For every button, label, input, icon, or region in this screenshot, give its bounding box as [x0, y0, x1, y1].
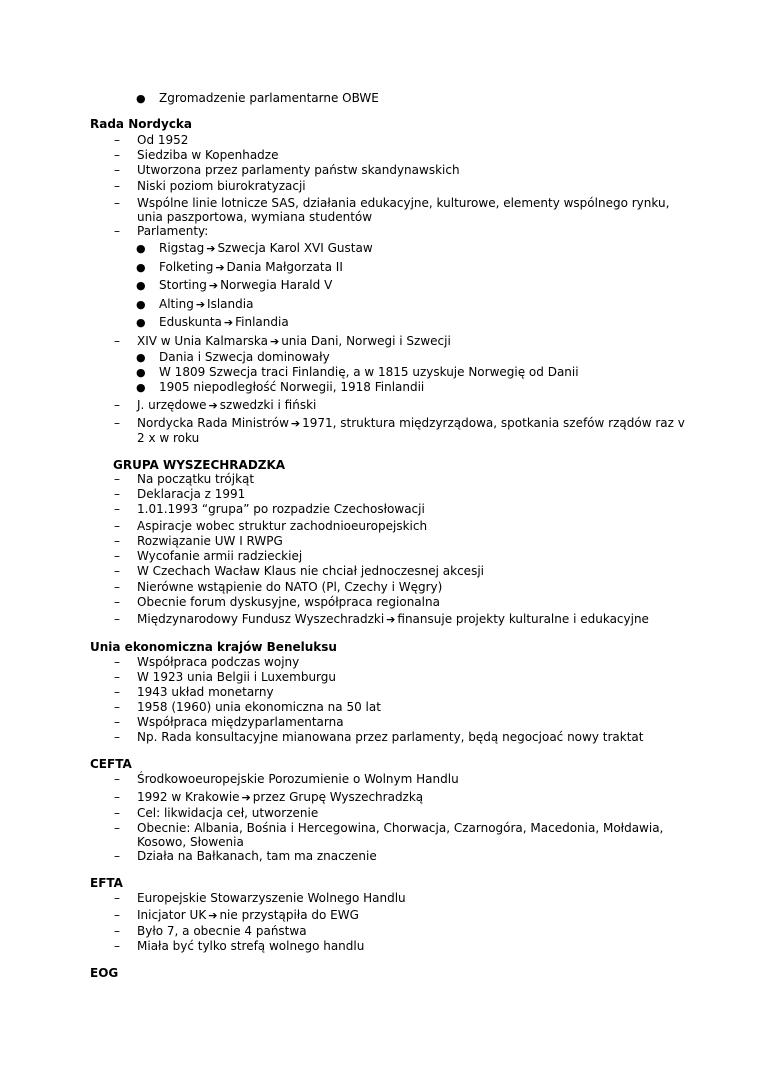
dash-icon: – [114, 398, 120, 412]
list-item: Środkowoeuropejskie Porozumienie o Wolnym Handlu [137, 772, 459, 786]
list-item: Było 7, a obecnie 4 państwa [137, 924, 307, 938]
list-item: Utworzona przez parlamenty państw skandynawskich [137, 163, 460, 177]
parliament-country: Norwegia Harald V [220, 278, 333, 292]
uk-label: Inicjator UK [137, 908, 207, 922]
list-item [137, 908, 359, 923]
dash-icon: – [114, 891, 120, 905]
arrow-right-icon: ➔ [241, 791, 251, 804]
lang-desc: szwedzki i fiński [219, 398, 317, 412]
dash-icon: – [114, 148, 120, 162]
bullet-icon: ● [136, 279, 146, 292]
list-item-continuation: Kosowo, Słowenia [137, 835, 244, 849]
section-heading-cefta: CEFTA [90, 757, 132, 771]
arrow-right-icon: ➔ [195, 298, 206, 311]
dash-icon: – [114, 534, 120, 548]
parliament-item [159, 297, 253, 312]
dash-icon: – [114, 700, 120, 714]
bullet-icon: ● [136, 351, 146, 364]
list-item: Europejskie Stowarzyszenie Wolnego Handlu [137, 891, 406, 905]
uk-desc: nie przystąpiła do EWG [219, 908, 359, 922]
list-item: Deklaracja z 1991 [137, 487, 246, 501]
bullet-icon: ● [136, 298, 146, 311]
parliament-item [159, 278, 332, 293]
list-item [137, 612, 649, 627]
list-item: Zgromadzenie parlamentarne OBWE [159, 91, 379, 105]
list-item: 1943 układ monetarny [137, 685, 274, 699]
arrow-right-icon: ➔ [208, 279, 219, 292]
section-heading-benelux: Unia ekonomiczna krajów Beneluksu [90, 640, 337, 654]
parliament-name: Rigstag [159, 241, 205, 255]
dash-icon: – [114, 670, 120, 684]
list-item: 1.01.1993 “grupa” po rozpadzie Czechosłowacji [137, 502, 425, 516]
council-desc: 1971, struktura międzyrządowa, spotkania szefów rządów raz v [302, 416, 685, 430]
dash-icon: – [114, 821, 120, 835]
bullet-icon: ● [136, 366, 146, 379]
list-item: Dania i Szwecja dominowały [159, 350, 330, 364]
dash-icon: – [114, 549, 120, 563]
dash-icon: – [114, 806, 120, 820]
list-item [137, 334, 451, 349]
lang-label: J. urzędowe [137, 398, 207, 412]
list-item: Współpraca międzyparlamentarna [137, 715, 344, 729]
dash-icon: – [114, 133, 120, 147]
parliament-country: Szwecja Karol XVI Gustaw [217, 241, 373, 255]
dash-icon: – [114, 334, 120, 348]
list-item-continuation: unia paszportowa, wymiana studentów [137, 210, 373, 224]
list-item: 1905 niepodległość Norwegii, 1918 Finlandii [159, 380, 425, 394]
dash-icon: – [114, 416, 120, 430]
dash-icon: – [114, 939, 120, 953]
list-item: Nierówne wstąpienie do NATO (Pl, Czechy i Węgry) [137, 580, 443, 594]
arrow-right-icon: ➔ [290, 417, 301, 430]
dash-icon: – [114, 772, 120, 786]
list-item: Niski poziom biurokratyzacji [137, 179, 306, 193]
parliament-name: Eduskunta [159, 315, 222, 329]
arrow-right-icon: ➔ [386, 613, 396, 626]
fund-label: Międzynarodowy Fundusz Wyszechradzki [137, 612, 385, 626]
parliament-name: Storting [159, 278, 207, 292]
list-item: W 1923 unia Belgii i Luxemburgu [137, 670, 336, 684]
list-item: W Czechach Wacław Klaus nie chciał jednoczesnej akcesji [137, 564, 484, 578]
dash-icon: – [114, 487, 120, 501]
list-item: Cel: likwidacja ceł, utworzenie [137, 806, 319, 820]
parliament-name: Alting [159, 297, 194, 311]
krakow-label: 1992 w Krakowie [137, 790, 240, 804]
dash-icon: – [114, 196, 120, 210]
dash-icon: – [114, 519, 120, 533]
list-item: Aspiracje wobec struktur zachodnioeuropejskich [137, 519, 428, 533]
list-item: 1958 (1960) unia ekonomiczna na 50 lat [137, 700, 381, 714]
list-item [137, 416, 685, 431]
parliament-item [159, 241, 373, 256]
dash-icon: – [114, 595, 120, 609]
bullet-icon: ● [136, 92, 146, 105]
bullet-icon: ● [136, 381, 146, 394]
dash-icon: – [114, 730, 120, 744]
bullet-icon: ● [136, 242, 146, 255]
krakow-desc: przez Grupę Wyszechradzką [252, 790, 424, 804]
dash-icon: – [114, 908, 120, 922]
dash-icon: – [114, 655, 120, 669]
list-item: Wspólne linie lotnicze SAS, działania edukacyjne, kulturowe, elementy wspólnego rynku, [137, 196, 670, 210]
council-label: Nordycka Rada Ministrów [137, 416, 289, 430]
list-item: Parlamenty: [137, 224, 209, 238]
dash-icon: – [114, 580, 120, 594]
list-item: Obecnie forum dyskusyjne, współpraca regionalna [137, 595, 440, 609]
section-heading-eog: EOG [90, 966, 119, 980]
parliament-name: Folketing [159, 260, 214, 274]
list-item: Obecnie: Albania, Bośnia i Hercegowina, Chorwacja, Czarnogóra, Macedonia, Mołdawia, [137, 821, 664, 835]
list-item: Od 1952 [137, 133, 189, 147]
parliament-item [159, 315, 289, 330]
dash-icon: – [114, 472, 120, 486]
section-heading-efta: EFTA [90, 876, 123, 890]
list-item: Miała być tylko strefą wolnego handlu [137, 939, 365, 953]
section-heading-v4: GRUPA WYSZECHRADZKA [113, 458, 286, 472]
parliament-item [159, 260, 343, 275]
parliament-country: Islandia [207, 297, 254, 311]
list-item: Np. Rada konsultacyjne mianowana przez parlamenty, będą negocjoać nowy traktat [137, 730, 644, 744]
fund-desc: finansuje projekty kulturalne i edukacyjne [397, 612, 649, 626]
list-item: W 1809 Szwecja traci Finlandię, a w 1815 uzyskuje Norwegię od Danii [159, 365, 579, 379]
parliament-country: Finlandia [235, 315, 289, 329]
list-item: Siedziba w Kopenhadze [137, 148, 279, 162]
bullet-icon: ● [136, 316, 146, 329]
list-item: Działa na Bałkanach, tam ma znaczenie [137, 849, 377, 863]
kalmar-label: XIV w Unia Kalmarska [137, 334, 268, 348]
dash-icon: – [114, 924, 120, 938]
dash-icon: – [114, 849, 120, 863]
dash-icon: – [114, 179, 120, 193]
arrow-right-icon: ➔ [208, 909, 218, 922]
bullet-icon: ● [136, 261, 146, 274]
kalmar-desc: unia Dani, Norwegi i Szwecji [281, 334, 451, 348]
dash-icon: – [114, 224, 120, 238]
arrow-right-icon: ➔ [215, 261, 225, 274]
list-item: Na początku trójkąt [137, 472, 255, 486]
dash-icon: – [114, 790, 120, 804]
dash-icon: – [114, 685, 120, 699]
dash-icon: – [114, 564, 120, 578]
list-item: Wycofanie armii radzieckiej [137, 549, 303, 563]
dash-icon: – [114, 715, 120, 729]
list-item: Rozwiązanie UW I RWPG [137, 534, 283, 548]
arrow-right-icon: ➔ [269, 335, 280, 348]
list-item-continuation: 2 x w roku [137, 431, 200, 445]
dash-icon: – [114, 163, 120, 177]
arrow-right-icon: ➔ [208, 399, 218, 412]
list-item: Współpraca podczas wojny [137, 655, 300, 669]
dash-icon: – [114, 502, 120, 516]
arrow-right-icon: ➔ [206, 242, 216, 255]
parliament-country: Dania Małgorzata II [226, 260, 343, 274]
section-heading-rada-nordycka: Rada Nordycka [90, 117, 193, 131]
list-item [137, 790, 423, 805]
list-item [137, 398, 316, 413]
arrow-right-icon: ➔ [223, 316, 234, 329]
dash-icon: – [114, 612, 120, 626]
